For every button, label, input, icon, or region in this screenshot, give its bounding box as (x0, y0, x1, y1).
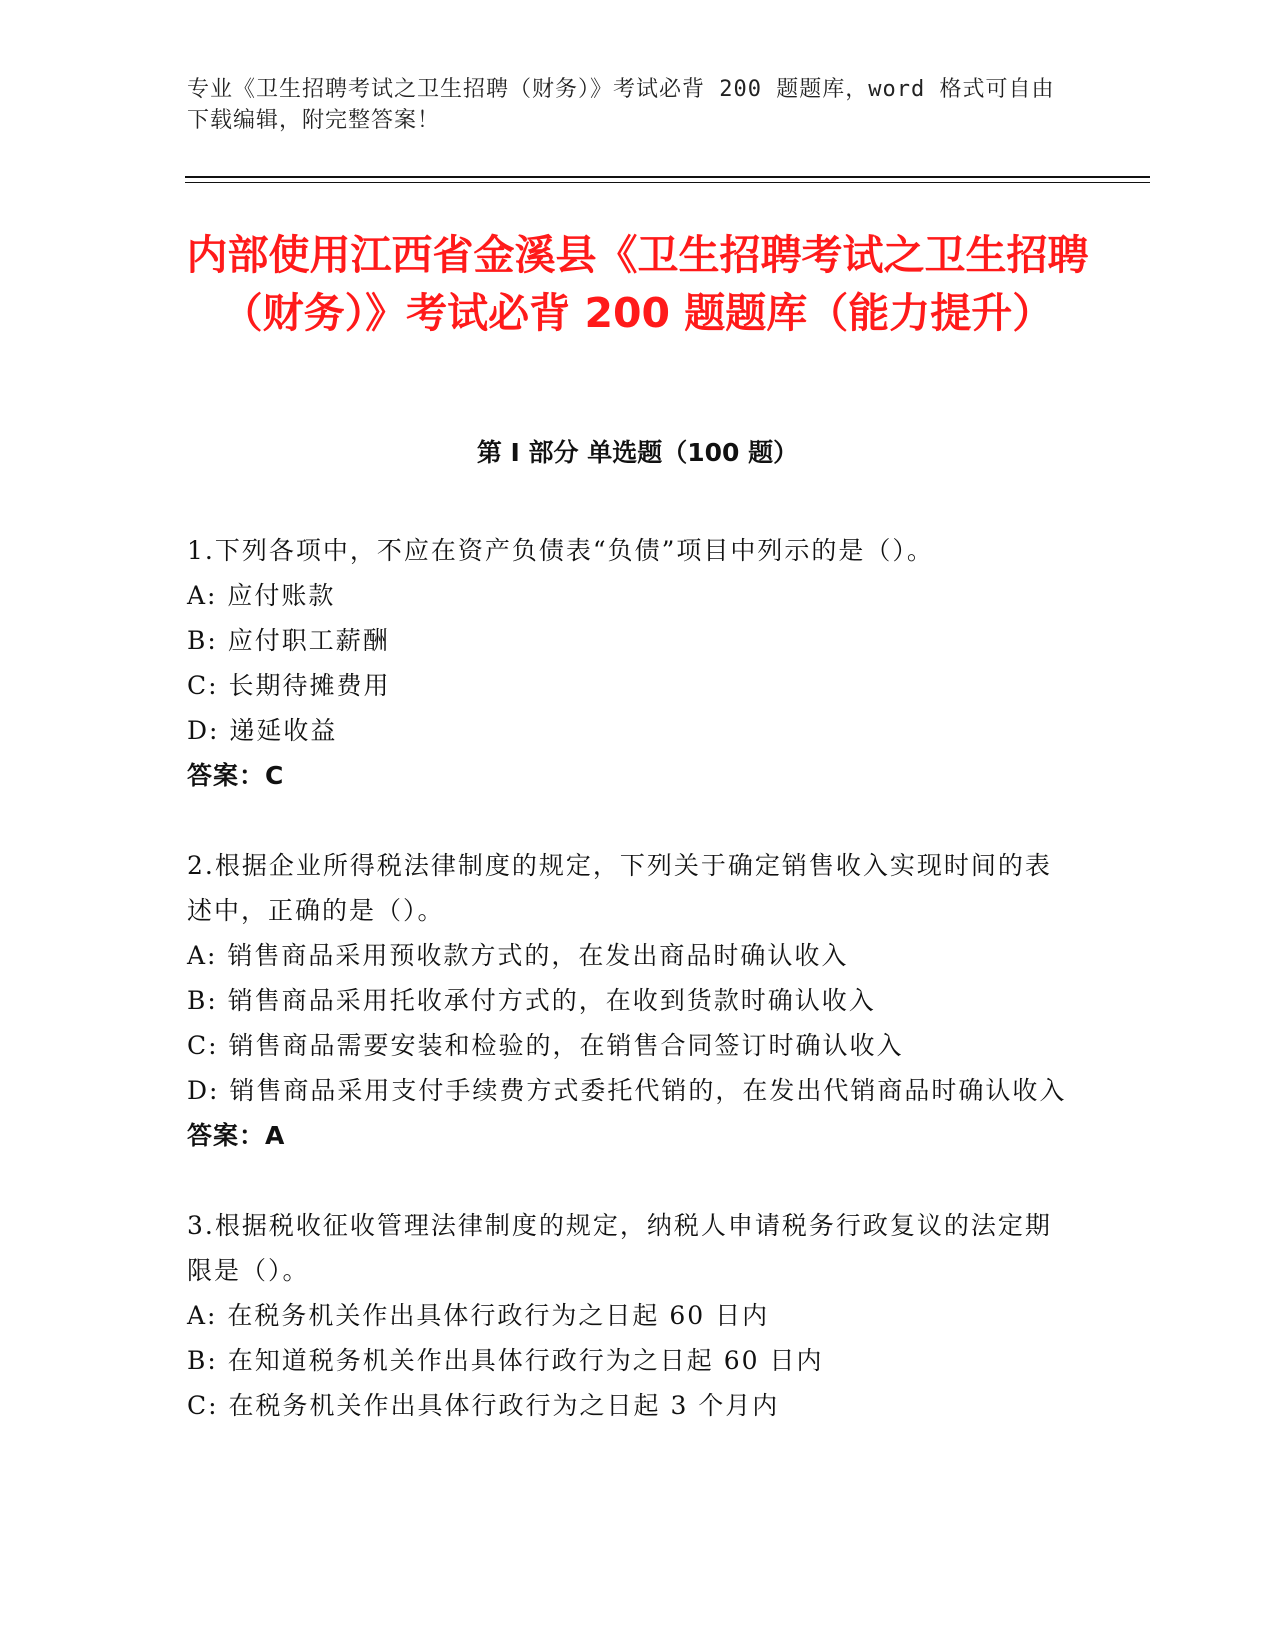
option-a: A: 在税务机关作出具体行政行为之日起 60 日内 (187, 1301, 770, 1330)
option-b: B: 在知道税务机关作出具体行政行为之日起 60 日内 (187, 1346, 824, 1375)
question-1 (187, 528, 1067, 798)
question-list (187, 528, 1067, 1473)
header-divider-thick (185, 176, 1150, 178)
option-c: C: 在税务机关作出具体行政行为之日起 3 个月内 (187, 1391, 780, 1420)
option-d: D: 递延收益 (187, 716, 338, 745)
answer: 答案：C (187, 761, 285, 790)
question-3 (187, 1203, 1067, 1428)
option-b: B: 应付职工薪酬 (187, 626, 390, 655)
question-text: 3.根据税收征收管理法律制度的规定，纳税人申请税务行政复议的法定期限是（）。 (187, 1211, 1052, 1285)
option-b: B: 销售商品采用托收承付方式的，在收到货款时确认收入 (187, 986, 876, 1015)
header-divider-thin (185, 182, 1150, 183)
section-heading: 第 I 部分 单选题（100 题） (476, 438, 799, 467)
option-c: C: 长期待摊费用 (187, 671, 391, 700)
answer: 答案：A (187, 1121, 286, 1150)
option-a: A: 销售商品采用预收款方式的，在发出商品时确认收入 (187, 941, 849, 970)
option-d: D: 销售商品采用支付手续费方式委托代销的，在发出代销商品时确认收入 (187, 1076, 1067, 1105)
option-c: C: 销售商品需要安装和检验的，在销售合同签订时确认收入 (187, 1031, 904, 1060)
option-a: A: 应付账款 (187, 581, 336, 610)
question-text: 1.下列各项中，不应在资产负债表“负债”项目中列示的是（）。 (187, 536, 934, 565)
document-title: 内部使用江西省金溪县《卫生招聘考试之卫生招聘（财务）》考试必背 200 题题库（能力提升） (186, 231, 1089, 337)
header-note: 专业《卫生招聘考试之卫生招聘（财务）》考试必背 200 题题库，word 格式可自由下载编辑，附完整答案！ (187, 77, 1055, 133)
question-2 (187, 843, 1067, 1158)
question-text: 2.根据企业所得税法律制度的规定，下列关于确定销售收入实现时间的表述中，正确的是（）。 (187, 851, 1052, 925)
